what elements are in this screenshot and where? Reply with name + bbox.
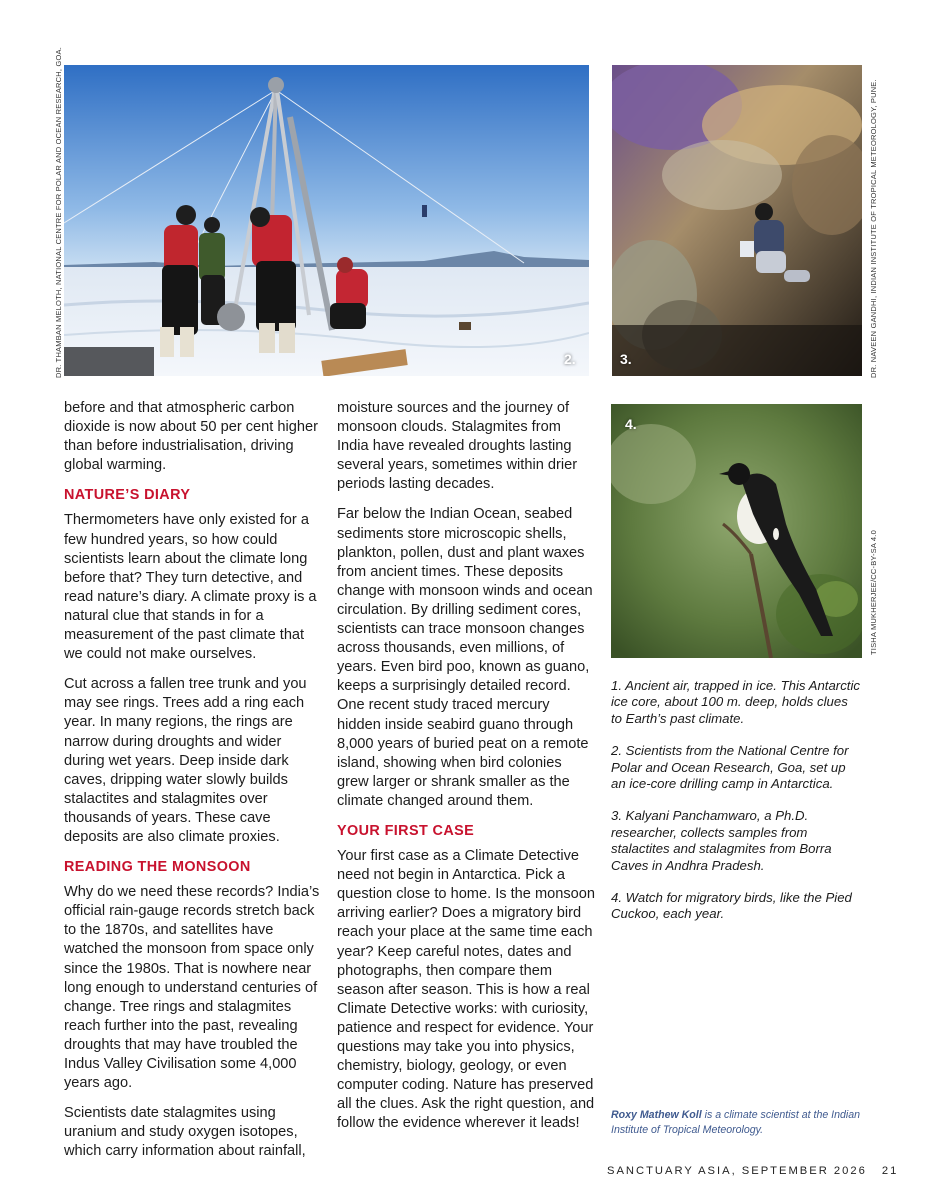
cave-researcher-photo xyxy=(612,65,862,376)
paragraph: Cut across a fallen tree trunk and you may see rings. Trees add a ring each year. In many regions, the rings are narrow during droughts and wider during wet years. Deep inside dark caves, dripping water slowly builds stalactites and stalagmites over thousands of years. These cave deposits are also climate proxies. xyxy=(64,676,307,845)
section-heading-reading-the-monsoon: READING THE MONSOON xyxy=(64,859,251,876)
page-footer xyxy=(607,1165,898,1177)
author-bio xyxy=(611,1108,861,1138)
caption-4: 4. Watch for migratory birds, like the Pied Cuckoo, each year. xyxy=(611,890,852,922)
photo-number-4: 4. xyxy=(625,416,637,432)
cave-researcher-illustration xyxy=(612,65,862,376)
photo-credit-antarctica: DR. THAMBAN MELOTH, NATIONAL CENTRE FOR POLAR AND OCEAN RESEARCH, GOA. xyxy=(54,47,63,378)
pied-cuckoo-photo xyxy=(611,404,862,658)
section-heading-your-first-case: YOUR FIRST CASE xyxy=(337,822,475,839)
photo-number-2: 2. xyxy=(564,351,576,367)
antarctic-drilling-illustration xyxy=(64,65,589,376)
author-description: is a climate scientist at the Indian Institute of Tropical Meteorology. xyxy=(611,1109,861,1136)
paragraph: Scientists date stalagmites using uranium and study oxygen isotopes, which carry information about rainfall, xyxy=(64,1105,306,1160)
photo-credit-cuckoo: TISHA MUKHERJEE/CC-BY-SA 4.0 xyxy=(869,530,878,655)
caption-2: 2. Scientists from the National Centre for Polar and Ocean Research, Goa, set up an ice-core drilling camp in Antarctica. xyxy=(611,743,849,792)
section-heading-natures-diary: NATURE’S DIARY xyxy=(64,487,191,504)
publication-name: SANCTUARY ASIA, SEPTEMBER 2026 xyxy=(607,1165,867,1177)
author-name: Roxy Mathew Koll xyxy=(611,1109,702,1121)
page-number: 21 xyxy=(881,1165,899,1177)
antarctic-drilling-photo xyxy=(64,65,589,376)
paragraph: moisture sources and the journey of monsoon clouds. Stalagmites from India have revealed droughts lasting several years, sometimes within drier periods lasting decades. xyxy=(337,400,578,493)
pied-cuckoo-illustration xyxy=(611,404,862,658)
paragraph: Why do we need these records? India’s official rain-gauge records stretch back to the 1870s, and satellites have watched the monsoon from space only since the 1980s. That is nowhere near long enough to understand centuries of change. Tree rings and stalagmites reach further into the past, revealing droughts that may have troubled the Indus Valley Civilisation some 4,000 years ago. xyxy=(64,884,320,1092)
photo-credit-cave: DR. NAVEEN GANDHI, INDIAN INSTITUTE OF TROPICAL METEOROLOGY, PUNE. xyxy=(869,79,878,378)
paragraph: Your first case as a Climate Detective need not begin in Antarctica. Pick a question close to home. Is the monsoon arriving earlier? Does a migratory bird reach your place at the same time each year? Keep careful notes, dates and photographs, then compare them season after season. This is how a real Climate Detective works: with curiosity, patience and respect for evidence. Your questions may take you into physics, chemistry, biology, geology, or even computer coding. Nature has preserved all the clues. Ask the right question, and follow the evidence wherever it leads! xyxy=(337,848,595,1132)
caption-3: 3. Kalyani Panchamwaro, a Ph.D. researcher, collects samples from stalactites and stalagmites from Borra Caves in Andhra Pradesh. xyxy=(611,808,832,873)
paragraph: Far below the Indian Ocean, seabed sediments store microscopic shells, plankton, pollen, dust and plant waxes from ancient times. These deposits change with monsoon winds and ocean circulation. By drilling sediment cores, scientists can trace monsoon changes across thousands, even millions, of years. Even bird poo, known as guano, keeps a surprisingly detailed record. One recent study traced mercury hidden inside seabird guano through 8,000 years of buried peat on a remote island, showing when bird colonies grew larger or shrank smaller as the climate changed around them. xyxy=(337,506,593,809)
photo-captions xyxy=(611,678,861,939)
article-column-2 xyxy=(337,399,595,1144)
paragraph: before and that atmospheric carbon dioxide is now about 50 per cent higher than before industrialisation, driving global warming. xyxy=(64,400,318,474)
photo-number-3: 3. xyxy=(620,351,632,367)
caption-1: 1. Ancient air, trapped in ice. This Antarctic ice core, about 100 m. deep, holds clues to Earth’s past climate. xyxy=(611,678,860,726)
article-column-1 xyxy=(64,399,322,1172)
paragraph: Thermometers have only existed for a few hundred years, so how could scientists learn about the climate long before that? They turn detective, and read nature’s diary. A climate proxy is a natural clue that stands in for a measurement of the past climate that we could not make ourselves. xyxy=(64,512,317,663)
